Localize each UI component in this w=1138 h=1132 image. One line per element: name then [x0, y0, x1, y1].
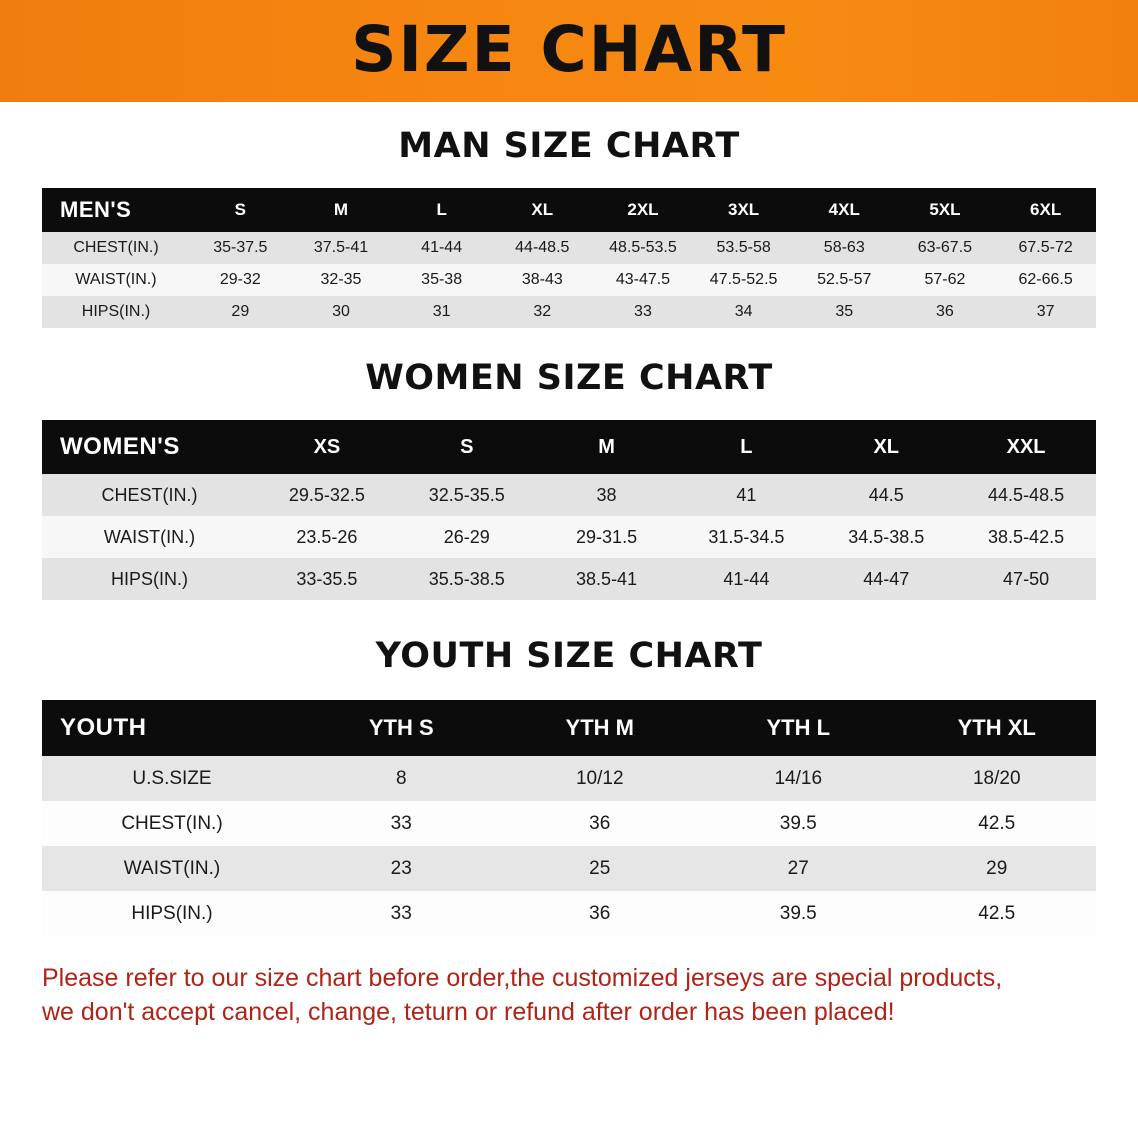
banner [0, 0, 1138, 102]
men-cell: 37.5-41 [313, 239, 369, 256]
youth-section-heading: YOUTH SIZE CHART [375, 636, 763, 676]
men-size-header: 3XL [728, 200, 760, 219]
men-cell: 35-37.5 [213, 239, 268, 256]
women-cell: 35.5-38.5 [428, 568, 505, 589]
women-cell: 38 [596, 484, 617, 505]
women-size-header: M [598, 435, 615, 458]
disclaimer-line-2: we don't accept cancel, change, teturn or refund after order has been placed! [42, 997, 895, 1026]
men-size-header: S [234, 200, 246, 219]
men-size-header: 4XL [828, 200, 860, 219]
table-row [42, 516, 1096, 558]
men-cell: 29 [231, 303, 250, 320]
youth-row-label: CHEST(IN.) [121, 812, 223, 834]
men-cell: 63-67.5 [917, 239, 973, 256]
women-size-header: XXL [1006, 435, 1046, 458]
table-row [42, 801, 1096, 846]
women-row-label: HIPS(IN.) [110, 568, 188, 589]
youth-cell: 42.5 [978, 812, 1016, 834]
disclaimer-line-1: Please refer to our size chart before order,the customized jerseys are special products, [42, 964, 1003, 992]
men-row-label: WAIST(IN.) [75, 271, 157, 288]
men-cell: 33 [634, 303, 652, 320]
table-header-row [42, 700, 1096, 756]
page-title: SIZE CHART [351, 12, 787, 86]
men-cell: 32-35 [320, 271, 362, 288]
men-cell: 32 [533, 303, 552, 320]
table-header-row [42, 420, 1096, 474]
women-cell: 44-47 [863, 568, 910, 589]
table-row [42, 264, 1096, 296]
men-size-header: XL [531, 200, 554, 219]
youth-row-label: WAIST(IN.) [123, 857, 221, 879]
men-cell: 53.5-58 [716, 239, 771, 256]
youth-cell: 39.5 [779, 902, 817, 924]
youth-cell: 8 [395, 767, 407, 789]
women-table-wrap [0, 420, 1138, 600]
women-cell: 33-35.5 [296, 568, 358, 589]
men-row-label: CHEST(IN.) [73, 239, 159, 256]
women-row-label: WAIST(IN.) [103, 526, 196, 547]
youth-cell: 14/16 [774, 767, 823, 789]
youth-row-label: U.S.SIZE [132, 767, 212, 789]
women-cell: 38.5-42.5 [988, 526, 1065, 547]
women-cell: 41 [736, 484, 757, 505]
table-row [42, 756, 1096, 801]
men-label-header: MEN'S [60, 197, 132, 222]
men-size-header: 2XL [627, 200, 659, 219]
women-cell: 44.5-48.5 [988, 484, 1065, 505]
table-header-row [42, 188, 1096, 232]
men-cell: 35 [835, 303, 854, 320]
women-size-header: S [460, 435, 474, 458]
youth-cell: 29 [986, 857, 1008, 879]
men-cell: 62-66.5 [1018, 271, 1073, 288]
men-cell: 36 [936, 303, 954, 320]
women-cell: 32.5-35.5 [428, 484, 505, 505]
disclaimer-note [42, 962, 1096, 1030]
youth-cell: 36 [589, 902, 611, 924]
youth-cell: 42.5 [978, 902, 1016, 924]
table-row [42, 558, 1096, 600]
table-row [42, 891, 1096, 936]
youth-size-header: YTH L [766, 715, 831, 740]
men-size-header: 5XL [929, 200, 961, 219]
women-cell: 44.5 [868, 484, 904, 505]
youth-cell: 33 [390, 902, 412, 924]
women-cell: 41-44 [723, 568, 770, 589]
men-cell: 37 [1036, 303, 1055, 320]
women-size-header: XS [313, 435, 341, 458]
men-cell: 58-63 [823, 239, 865, 256]
youth-cell: 27 [787, 857, 809, 879]
women-section-heading: WOMEN SIZE CHART [365, 358, 773, 398]
men-row-label: HIPS(IN.) [81, 303, 151, 320]
men-cell: 29-32 [219, 271, 261, 288]
women-size-header: L [740, 435, 753, 458]
men-cell: 35-38 [421, 271, 463, 288]
men-size-header: 6XL [1030, 200, 1062, 219]
men-cell: 44-48.5 [515, 239, 570, 256]
women-cell: 23.5-26 [296, 526, 358, 547]
man-table-wrap [0, 188, 1138, 328]
men-cell: 57-62 [924, 271, 966, 288]
table-row [42, 474, 1096, 516]
youth-cell: 10/12 [575, 767, 624, 789]
women-row-label: CHEST(IN.) [101, 484, 198, 505]
men-cell: 47.5-52.5 [709, 271, 778, 288]
women-cell: 29-31.5 [576, 526, 638, 547]
men-cell: 41-44 [421, 239, 463, 256]
women-size-header: XL [873, 435, 899, 458]
youth-cell: 33 [390, 812, 412, 834]
table-row [42, 296, 1096, 328]
youth-cell: 39.5 [779, 812, 817, 834]
women-cell: 29.5-32.5 [288, 484, 365, 505]
men-cell: 34 [734, 303, 753, 320]
men-cell: 30 [332, 303, 350, 320]
men-size-header: M [333, 200, 349, 219]
women-cell: 26-29 [443, 526, 490, 547]
women-size-table [42, 420, 1096, 600]
youth-cell: 25 [589, 857, 611, 879]
table-row [42, 232, 1096, 264]
women-cell: 31.5-34.5 [708, 526, 785, 547]
youth-size-header: YTH S [368, 715, 434, 740]
men-cell: 43-47.5 [615, 271, 671, 288]
women-cell: 47-50 [1003, 568, 1050, 589]
youth-row-label: HIPS(IN.) [131, 902, 213, 924]
youth-table-wrap [0, 700, 1138, 936]
men-cell: 67.5-72 [1018, 239, 1073, 256]
table-row [42, 846, 1096, 891]
youth-label-header: YOUTH [60, 714, 147, 741]
men-cell: 38-43 [521, 271, 563, 288]
men-cell: 31 [432, 303, 451, 320]
man-size-table [42, 188, 1096, 328]
youth-cell: 23 [390, 857, 412, 879]
women-cell: 38.5-41 [576, 568, 638, 589]
man-section-heading: MAN SIZE CHART [398, 126, 740, 166]
men-cell: 48.5-53.5 [609, 239, 677, 256]
men-size-header: L [436, 200, 447, 219]
women-cell: 34.5-38.5 [848, 526, 925, 547]
youth-size-table [42, 700, 1096, 936]
youth-cell: 18/20 [972, 767, 1021, 789]
youth-size-header: YTH M [565, 715, 634, 740]
youth-size-header: YTH XL [957, 715, 1036, 740]
men-cell: 52.5-57 [817, 271, 872, 288]
youth-cell: 36 [589, 812, 611, 834]
women-label-header: WOMEN'S [60, 433, 180, 460]
